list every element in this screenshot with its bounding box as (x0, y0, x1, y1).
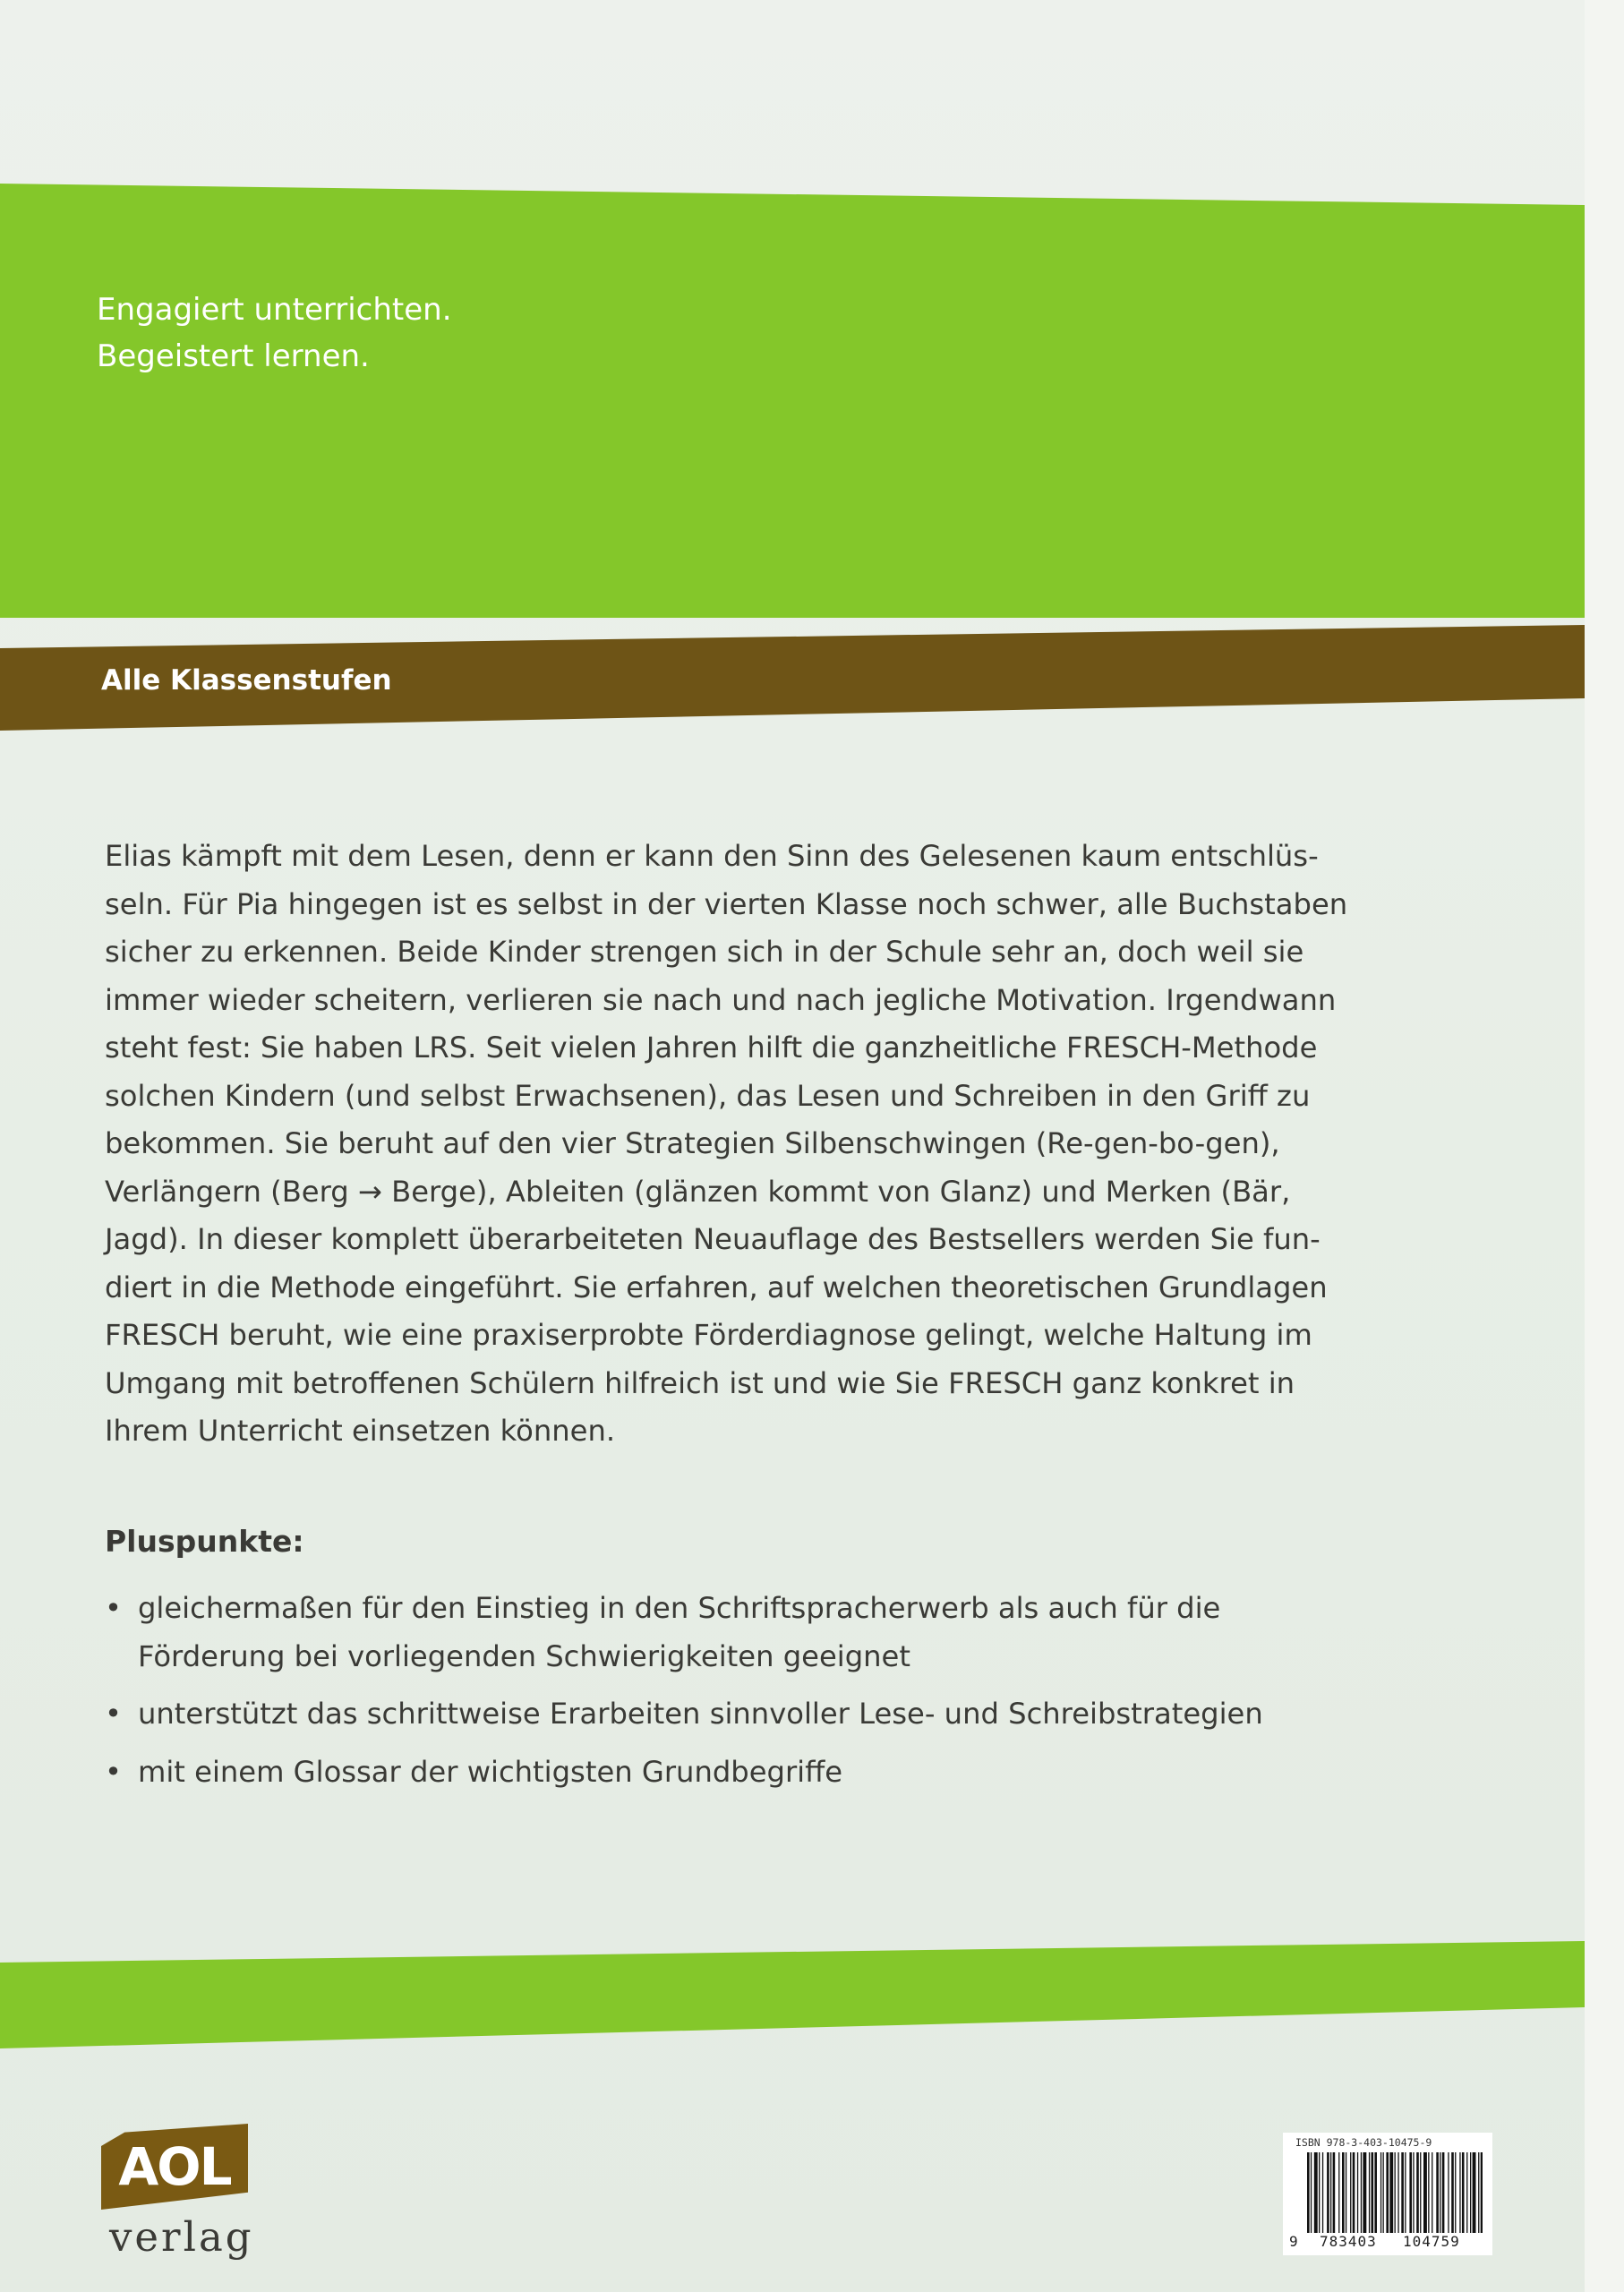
barcode-digits-right: 104759 (1403, 2233, 1460, 2250)
barcode-bar (1380, 2152, 1381, 2233)
barcode-bar (1478, 2152, 1479, 2233)
tagline-line-2: Begeistert lernen. (97, 338, 370, 374)
barcode-bar (1428, 2152, 1429, 2233)
bullet-icon: • (105, 1754, 122, 1789)
barcode-bar (1413, 2152, 1414, 2233)
barcode-bar (1420, 2152, 1421, 2233)
pluspunkte-item (105, 1585, 1313, 1681)
barcode-bar (1466, 2152, 1467, 2233)
barcode-bar (1436, 2152, 1439, 2233)
barcode-bar (1333, 2152, 1336, 2233)
description-line: Verlängern (Berg → Berge), Ableiten (glänzen kommt von Glanz) und Merken (Bär, (105, 1174, 1291, 1209)
pluspunkte-list (105, 1585, 1313, 1806)
bullet-icon: • (105, 1697, 122, 1731)
description-line: Jagd). In dieser komplett überarbeiteten Neuauflage des Bestsellers werden Sie fun- (105, 1222, 1321, 1256)
description-line: Ihrem Unterricht einsetzen können. (105, 1414, 616, 1448)
barcode-bar (1462, 2152, 1465, 2233)
description-line: diert in die Methode eingeführt. Sie erfahren, auf welchen theoretischen Grundlagen (105, 1270, 1328, 1304)
barcode-bar (1451, 2152, 1454, 2233)
barcode-digit-first: 9 (1289, 2233, 1298, 2250)
barcode-bar (1372, 2152, 1374, 2233)
barcode-bar (1374, 2152, 1377, 2233)
description-line: bekommen. Sie beruht auf den vier Strategien Silbenschwingen (Re-gen-bo-gen), (105, 1126, 1280, 1160)
barcode-bar (1307, 2152, 1310, 2233)
grade-label: Alle Klassenstufen (101, 664, 392, 697)
barcode-digits-left: 783403 (1320, 2233, 1377, 2250)
description-line: immer wieder scheitern, verlieren sie nach und nach jegliche Motivation. Irgendwann (105, 982, 1337, 1017)
barcode-bar (1350, 2152, 1351, 2233)
pluspunkte-heading: Pluspunkte: (105, 1524, 304, 1559)
pluspunkte-item-line: mit einem Glossar der wichtigsten Grundbegriffe (138, 1754, 843, 1789)
barcode-bar (1338, 2152, 1339, 2233)
pluspunkte-item-line: unterstützt das schrittweise Erarbeiten sinnvoller Lese- und Schreibstrategien (138, 1697, 1263, 1731)
barcode-bar (1314, 2152, 1318, 2233)
barcode-bar (1423, 2152, 1427, 2233)
pluspunkte-item (105, 1749, 1313, 1797)
description-line: steht fest: Sie haben LRS. Seit vielen Jahren hilft die ganzheitliche FRESCH-Methode (105, 1031, 1318, 1065)
barcode-bar (1330, 2152, 1331, 2233)
barcode-bar (1327, 2152, 1329, 2233)
barcode-bar (1383, 2152, 1384, 2233)
aol-logo-mark (101, 2124, 248, 2210)
barcode-bar (1386, 2152, 1389, 2233)
barcode-bar (1409, 2152, 1412, 2233)
barcode-bar (1319, 2152, 1320, 2233)
logo-verlag-text: verlag (109, 2213, 254, 2261)
barcode-bar (1473, 2152, 1476, 2233)
barcode-bar (1459, 2152, 1460, 2233)
description-line: Elias kämpft mit dem Lesen, denn er kann den Sinn des Gelesenen kaum entschlüs- (105, 839, 1319, 873)
barcode-bar (1357, 2152, 1358, 2233)
pluspunkte-item-line: gleichermaßen für den Einstieg in den Schriftspracherwerb als auch für die (138, 1591, 1221, 1625)
logo-aol-text: AOL (118, 2136, 231, 2197)
barcode-bar (1361, 2152, 1362, 2233)
barcode-bar (1353, 2152, 1355, 2233)
tagline (97, 286, 452, 380)
publisher-logo (101, 2124, 254, 2261)
description-text (105, 833, 1348, 1456)
barcode-bar (1369, 2152, 1370, 2233)
barcode-bar (1401, 2152, 1404, 2233)
pluspunkte-item (105, 1690, 1313, 1739)
description-line: FRESCH beruht, wie eine praxiserprobte Förderdiagnose gelingt, welche Haltung im (105, 1318, 1312, 1352)
barcode-bar (1389, 2152, 1393, 2233)
bottom-green-band (0, 1932, 1585, 2048)
description-line: Umgang mit betroffenen Schülern hilfreich ist und wie Sie FRESCH ganz konkret in (105, 1365, 1295, 1400)
barcode-bars (1307, 2152, 1483, 2238)
barcode-bar (1322, 2152, 1323, 2233)
page-edge (1585, 0, 1624, 2292)
description-line: solchen Kindern (und selbst Erwachsenen), das Lesen und Schreiben in den Griff zu (105, 1078, 1311, 1113)
barcode-bar (1342, 2152, 1345, 2233)
barcode-bar (1397, 2152, 1398, 2233)
bullet-icon: • (105, 1591, 122, 1625)
description-line: seln. Für Pia hingegen ist es selbst in der vierten Klasse noch schwer, alle Buchstaben (105, 886, 1348, 921)
barcode-bar (1311, 2152, 1312, 2233)
description-line: sicher zu erkennen. Beide Kinder strengen sich in der Schule sehr an, doch weil sie (105, 935, 1304, 969)
tagline-line-1: Engagiert unterrichten. (97, 292, 452, 328)
barcode-bar (1363, 2152, 1366, 2233)
barcode-bar (1455, 2152, 1456, 2233)
top-green-band (0, 184, 1585, 618)
barcode-bar (1448, 2152, 1449, 2233)
barcode-bar (1481, 2152, 1483, 2233)
barcode-bar (1442, 2152, 1445, 2233)
barcode-bar (1405, 2152, 1406, 2233)
pluspunkte-item-line: Förderung bei vorliegenden Schwierigkeiten geeignet (138, 1638, 910, 1673)
barcode-bar (1470, 2152, 1471, 2233)
isbn-label: ISBN 978-3-403-10475-9 (1295, 2136, 1432, 2149)
barcode-bar (1416, 2152, 1419, 2233)
barcode-bar (1395, 2152, 1396, 2233)
